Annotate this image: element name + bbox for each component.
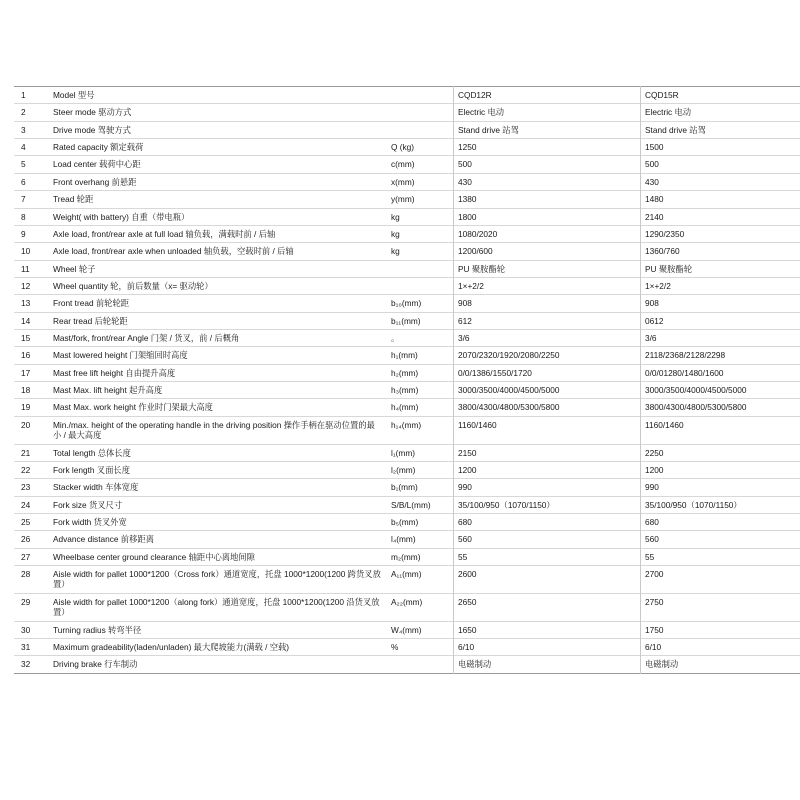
row-unit: l₂(mm) xyxy=(387,461,454,478)
row-value-model-2: 6/10 xyxy=(645,641,662,652)
row-value-model-1: 35/100/950（1070/1150） xyxy=(454,496,641,513)
row-label: Mast Max. work height 作业时门架最大高度 xyxy=(53,402,213,413)
table-row xyxy=(14,312,800,329)
row-index: 10 xyxy=(21,246,31,257)
row-value-model-1: 680 xyxy=(454,513,641,530)
row-label: Load center 载荷中心距 xyxy=(53,159,141,170)
table-row xyxy=(14,513,800,530)
row-label: Drive mode 驾驶方式 xyxy=(53,124,131,135)
row-value-model-2: CQD15R xyxy=(645,90,679,100)
row-value-model-1: 1380 xyxy=(454,191,641,208)
row-label: Mast free lift height 自由提升高度 xyxy=(53,367,176,378)
row-index: 27 xyxy=(21,551,31,562)
row-unit: b₁(mm) xyxy=(387,479,454,496)
row-label: Aisle width for pallet 1000*1200（Cross fork）通道宽度，托盘 1000*1200(1200 跨货叉放置） xyxy=(53,569,381,590)
row-value-model-1: 908 xyxy=(454,295,641,312)
row-index: 17 xyxy=(21,367,31,378)
row-index: 6 xyxy=(21,176,26,187)
table-row xyxy=(14,496,800,513)
table-row xyxy=(14,295,800,312)
table-row xyxy=(14,139,800,156)
row-unit: b₅(mm) xyxy=(387,513,454,530)
row-label: Front tread 前轮轮距 xyxy=(53,298,130,309)
table-row xyxy=(14,191,800,208)
row-index: 16 xyxy=(21,350,31,361)
row-index: 5 xyxy=(21,159,26,170)
row-value-model-1: 990 xyxy=(454,479,641,496)
row-label: Fork width 货叉外宽 xyxy=(53,516,127,527)
table-row xyxy=(14,208,800,225)
table-row xyxy=(14,243,800,260)
table-row xyxy=(14,479,800,496)
row-value-model-2: 2118/2368/2128/2298 xyxy=(645,350,726,361)
row-label: Maximum gradeability(laden/unladen) 最大爬坡能力(满载 / 空载) xyxy=(53,641,290,652)
row-index: 28 xyxy=(21,569,31,580)
row-index: 8 xyxy=(21,211,26,222)
row-index: 4 xyxy=(21,142,26,153)
row-value-model-1: 612 xyxy=(454,312,641,329)
row-label: Axle load, front/rear axle at full load 轴负载，满载时前 / 后轴 xyxy=(53,228,276,239)
row-index: 9 xyxy=(21,228,26,239)
row-unit: A₂₂(mm) xyxy=(387,593,454,621)
row-unit xyxy=(387,87,454,104)
row-label: Tread 轮距 xyxy=(53,194,94,205)
table-row xyxy=(14,531,800,548)
row-value-model-2: PU 聚胺酯轮 xyxy=(645,263,693,274)
row-unit: x(mm) xyxy=(387,173,454,190)
row-label: Min./max. height of the operating handle in the driving position 操作手柄在驱动位置的最小 / 最大高度 xyxy=(53,419,375,441)
row-value-model-1: 2600 xyxy=(454,566,641,594)
row-unit: W₄(mm) xyxy=(387,621,454,638)
table-row xyxy=(14,593,800,621)
row-value-model-2: 2750 xyxy=(645,596,664,607)
row-unit: y(mm) xyxy=(387,191,454,208)
table-row xyxy=(14,621,800,638)
row-unit: h₂(mm) xyxy=(387,364,454,381)
row-unit: h₄(mm) xyxy=(387,399,454,416)
row-label: Weight( with battery) 自重（带电瓶） xyxy=(53,211,190,222)
row-index: 1 xyxy=(21,90,26,100)
row-value-model-2: 1480 xyxy=(645,194,664,205)
row-index: 7 xyxy=(21,194,26,205)
row-value-model-2: Electric 电动 xyxy=(645,107,692,118)
row-value-model-1: 0/0/1386/1550/1720 xyxy=(454,364,641,381)
row-value-model-1: Stand drive 站驾 xyxy=(454,121,641,138)
row-value-model-1: 3/6 xyxy=(454,330,641,347)
row-value-model-1: 2070/2320/1920/2080/2250 xyxy=(454,347,641,364)
row-label: Mast lowered height 门架缩回时高度 xyxy=(53,350,188,361)
row-value-model-2: 3000/3500/4000/4500/5000 xyxy=(645,385,747,396)
row-index: 21 xyxy=(21,447,31,458)
row-unit: Q (kg) xyxy=(387,139,454,156)
row-unit: m₂(mm) xyxy=(387,548,454,565)
row-index: 18 xyxy=(21,385,31,396)
row-value-model-1: 500 xyxy=(454,156,641,173)
row-value-model-1: 430 xyxy=(454,173,641,190)
row-label: Axle load, front/rear axle when unloaded 轴负载，空载时前 / 后轴 xyxy=(53,246,294,257)
row-value-model-2: 电磁制动 xyxy=(645,659,679,670)
row-value-model-2: 3800/4300/4800/5300/5800 xyxy=(645,402,747,413)
row-unit: l₄(mm) xyxy=(387,531,454,548)
row-value-model-2: 908 xyxy=(645,298,659,309)
row-label: Front overhang 前悬距 xyxy=(53,176,137,187)
row-value-model-1: 560 xyxy=(454,531,641,548)
row-label: Rated capacity 额定载荷 xyxy=(53,142,144,153)
row-index: 15 xyxy=(21,333,31,344)
row-value-model-2: 55 xyxy=(645,551,655,562)
row-label: Fork size 货叉尺寸 xyxy=(53,499,123,510)
row-index: 32 xyxy=(21,659,31,670)
table-row xyxy=(14,399,800,416)
row-value-model-2: 2140 xyxy=(645,211,664,222)
row-label: Turning radius 转弯半径 xyxy=(53,624,142,635)
row-index: 11 xyxy=(21,263,30,274)
row-label: Wheelbase center ground clearance 轴距中心离地间隙 xyxy=(53,551,255,562)
row-value-model-1: 1650 xyxy=(454,621,641,638)
table-row xyxy=(14,225,800,242)
row-value-model-2: 3/6 xyxy=(645,333,657,344)
row-value-model-2: 35/100/950（1070/1150） xyxy=(645,499,742,510)
table-row xyxy=(14,416,800,444)
row-unit xyxy=(387,121,454,138)
row-value-model-1: PU 聚胺酯轮 xyxy=(454,260,641,277)
table-body xyxy=(14,87,800,674)
table-row xyxy=(14,548,800,565)
row-value-model-2: 0/0/01280/1480/1600 xyxy=(645,367,724,378)
row-value-model-1: 1800 xyxy=(454,208,641,225)
row-label: Stacker width 车体宽度 xyxy=(53,482,139,493)
row-value-model-2: 680 xyxy=(645,516,659,527)
row-value-model-1: 1200 xyxy=(454,461,641,478)
row-value-model-2: 500 xyxy=(645,159,659,170)
row-label: Rear tread 后轮轮距 xyxy=(53,315,128,326)
row-value-model-1: 1×+2/2 xyxy=(454,277,641,294)
row-value-model-1: 1200/600 xyxy=(454,243,641,260)
row-value-model-1: 2650 xyxy=(454,593,641,621)
table-row xyxy=(14,173,800,190)
row-label: Wheel 轮子 xyxy=(53,263,96,274)
row-value-model-1: 3800/4300/4800/5300/5800 xyxy=(454,399,641,416)
row-unit xyxy=(387,104,454,121)
row-unit: kg xyxy=(387,243,454,260)
row-index: 23 xyxy=(21,482,31,493)
row-unit xyxy=(387,277,454,294)
row-unit: 。 xyxy=(387,330,454,347)
row-index: 19 xyxy=(21,402,31,413)
row-label: Mast/fork, front/rear Angle 门架 / 货叉，前 / 后概角 xyxy=(53,333,240,344)
row-value-model-2: 1160/1460 xyxy=(645,419,684,430)
row-label: Steer mode 驱动方式 xyxy=(53,107,132,118)
row-index: 2 xyxy=(21,107,26,118)
row-value-model-1: 电磁制动 xyxy=(454,656,641,673)
row-value-model-1: 55 xyxy=(454,548,641,565)
row-value-model-2: 1360/760 xyxy=(645,246,680,257)
row-index: 26 xyxy=(21,534,31,545)
row-label: Total length 总体长度 xyxy=(53,447,131,458)
row-unit: kg xyxy=(387,208,454,225)
row-index: 31 xyxy=(21,641,31,652)
row-unit: b₁₀(mm) xyxy=(387,295,454,312)
row-unit: b₁₁(mm) xyxy=(387,312,454,329)
row-value-model-1: Electric 电动 xyxy=(454,104,641,121)
table-row xyxy=(14,277,800,294)
row-index: 14 xyxy=(21,315,31,326)
row-value-model-1: 3000/3500/4000/4500/5000 xyxy=(454,382,641,399)
row-value-model-2: 430 xyxy=(645,176,659,187)
table-row xyxy=(14,382,800,399)
table-row xyxy=(14,347,800,364)
table-row xyxy=(14,330,800,347)
row-index: 25 xyxy=(21,516,31,527)
row-label: Mast Max. lift height 起升高度 xyxy=(53,385,163,396)
row-value-model-2: 560 xyxy=(645,534,659,545)
row-unit: h₁₄(mm) xyxy=(387,416,454,444)
row-value-model-2: 1×+2/2 xyxy=(645,280,671,291)
row-value-model-2: 1750 xyxy=(645,624,664,635)
row-index: 30 xyxy=(21,624,31,635)
row-value-model-1: 1250 xyxy=(454,139,641,156)
table-row xyxy=(14,656,800,673)
table-row xyxy=(14,260,800,277)
specification-table xyxy=(14,86,800,674)
row-index: 12 xyxy=(21,280,31,291)
table-row xyxy=(14,444,800,461)
row-value-model-2: 1200 xyxy=(645,464,664,475)
row-unit: A₁₁(mm) xyxy=(387,566,454,594)
table-row xyxy=(14,87,800,104)
row-unit: h₃(mm) xyxy=(387,382,454,399)
row-value-model-2: 2250 xyxy=(645,447,664,458)
row-unit xyxy=(387,656,454,673)
row-label: Fork length 叉面长度 xyxy=(53,464,130,475)
row-value-model-2: 0612 xyxy=(645,315,664,326)
row-label: Wheel quantity 轮，前后数量（x= 驱动轮） xyxy=(53,280,213,291)
row-value-model-1: 2150 xyxy=(454,444,641,461)
row-value-model-2: 1290/2350 xyxy=(645,228,685,239)
row-unit: c(mm) xyxy=(387,156,454,173)
row-value-model-2: 1500 xyxy=(645,142,664,153)
table-row xyxy=(14,566,800,594)
row-label: Advance distance 前移距离 xyxy=(53,534,154,545)
row-unit xyxy=(387,260,454,277)
row-unit: S/B/L(mm) xyxy=(387,496,454,513)
table-row xyxy=(14,364,800,381)
row-index: 22 xyxy=(21,464,31,475)
row-label: Model 型号 xyxy=(53,90,95,100)
table-row xyxy=(14,156,800,173)
row-value-model-1: 1160/1460 xyxy=(454,416,641,444)
row-value-model-2: Stand drive 站驾 xyxy=(645,124,706,135)
row-unit: h₁(mm) xyxy=(387,347,454,364)
row-value-model-2: 2700 xyxy=(645,569,664,580)
row-unit: % xyxy=(387,638,454,655)
row-index: 20 xyxy=(21,419,31,430)
row-value-model-1: CQD12R xyxy=(454,87,641,104)
row-label: Aisle width for pallet 1000*1200（along fork）通道宽度，托盘 1000*1200(1200 沿货叉放置） xyxy=(53,596,380,618)
row-unit: kg xyxy=(387,225,454,242)
table-row xyxy=(14,638,800,655)
row-index: 13 xyxy=(21,298,31,309)
row-value-model-1: 1080/2020 xyxy=(454,225,641,242)
row-value-model-2: 990 xyxy=(645,482,659,493)
table-row xyxy=(14,461,800,478)
row-unit: l₁(mm) xyxy=(387,444,454,461)
row-index: 24 xyxy=(21,499,31,510)
row-label: Driving brake 行车制动 xyxy=(53,659,138,670)
table-row xyxy=(14,104,800,121)
table-row xyxy=(14,121,800,138)
row-index: 29 xyxy=(21,596,31,607)
row-index: 3 xyxy=(21,124,26,135)
row-value-model-1: 6/10 xyxy=(454,638,641,655)
